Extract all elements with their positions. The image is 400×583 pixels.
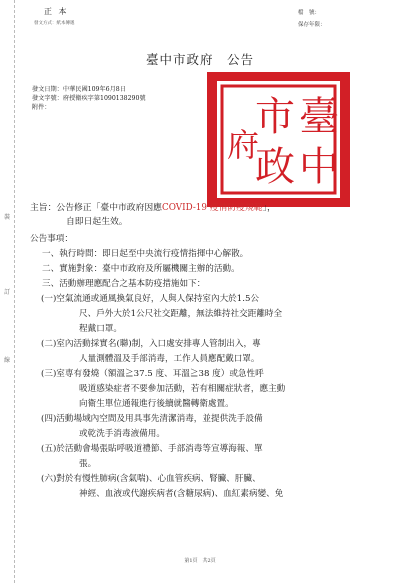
measure-line: 人量測體溫及手部消毒，工作人員應配戴口罩。 — [79, 354, 260, 364]
measure-item — [30, 472, 370, 502]
issue-date: 發文日期：中華民國109年6月8日 — [32, 86, 126, 93]
page-number: 第1頁 共2頁 — [184, 558, 216, 564]
measure-line: (四)活動場域內空間及用具事先清潔消毒，並提供洗手設備 — [41, 414, 263, 424]
measure-line: (二)室內活動採實名(聯)制，入口處安排專人管制出入，專 — [41, 339, 261, 349]
measure-item — [30, 292, 370, 337]
binding-mark: 裝 — [4, 214, 11, 221]
seal-character: 政 — [255, 144, 295, 190]
official-seal-stamp — [207, 72, 350, 207]
binding-mark: 訂 — [4, 289, 11, 296]
page-title: 臺中市政府 公告 — [145, 52, 254, 67]
measure-line: (五)於活動會場張貼呼吸道禮節、手部消毒等宣導海報、單 — [41, 444, 263, 454]
measure-line: (三)室専有發燒（額溫≧37.5 度、耳溫≧38 度）或急性呼 — [41, 369, 264, 379]
subject-highlight: COVID-19 疫情防疫規範 — [161, 203, 263, 213]
attachment-label: 附件： — [32, 104, 51, 111]
announcement-item: 三、活動辦理應配合之基本防疫措施如下： — [42, 279, 206, 289]
seal-character: 臺 — [299, 94, 339, 140]
issue-number: 發文字號：府授衛疾字第1090138290號 — [32, 95, 146, 102]
measure-line: 程戴口罩。 — [79, 324, 122, 334]
measure-line: 吸道感染症者不要參加活動，若有相關症狀者，應主動 — [79, 384, 286, 394]
dispatch-method: 發文方式：紙本傳遞 — [34, 21, 75, 26]
measure-line: 張。 — [79, 459, 97, 469]
seal-character: 府 — [227, 126, 260, 164]
subject-block — [30, 201, 362, 229]
measure-line: 或乾洗手消毒液備用。 — [79, 429, 165, 439]
measure-line: (六)對於有慢性肺病(含氣喘)、心血管疾病、腎臟、肝臟、 — [41, 474, 261, 484]
subject-label: 主旨： — [30, 203, 57, 213]
seal-character: 市 — [255, 94, 295, 140]
announcement-body — [30, 232, 370, 502]
measure-item — [30, 337, 370, 367]
measure-line: 向衛生單位通報進行後續就醫轉衛處置。 — [79, 399, 234, 409]
file-number-label: 檔 號： — [298, 10, 321, 16]
seal-character: 中 — [299, 144, 339, 190]
binding-mark: 線 — [4, 357, 11, 364]
measure-item — [30, 442, 370, 472]
subject-text: 公告修正「臺中市政府因應 — [56, 203, 162, 213]
announcement-item: 一、執行時間：即日起至中央流行疫情指揮中心解散。 — [42, 249, 249, 259]
announcement-label: 公告事項： — [30, 234, 73, 244]
announcement-item: 二、實施對象：臺中市政府及所屬機關主辦的活動。 — [42, 264, 240, 274]
subject-text-end: 」， — [262, 203, 276, 213]
copy-label: 正 本 — [44, 7, 69, 16]
measure-line: 尺、戶外大於1公尺社交距離，無法維持社交距離時全 — [79, 309, 283, 319]
retention-label: 保存年限： — [298, 22, 326, 28]
measure-line: (一)空氣流通或通風換氣良好，人與人保持室內大於1.5公 — [41, 294, 260, 304]
subject-effective-text: 自即日起生效。 — [66, 217, 128, 227]
measure-line: 神經、血液或代謝疾病者(含糖尿病)、血紅素病變、免 — [79, 489, 284, 499]
measure-item — [30, 367, 370, 412]
binding-line — [14, 0, 15, 583]
measure-item — [30, 412, 370, 442]
